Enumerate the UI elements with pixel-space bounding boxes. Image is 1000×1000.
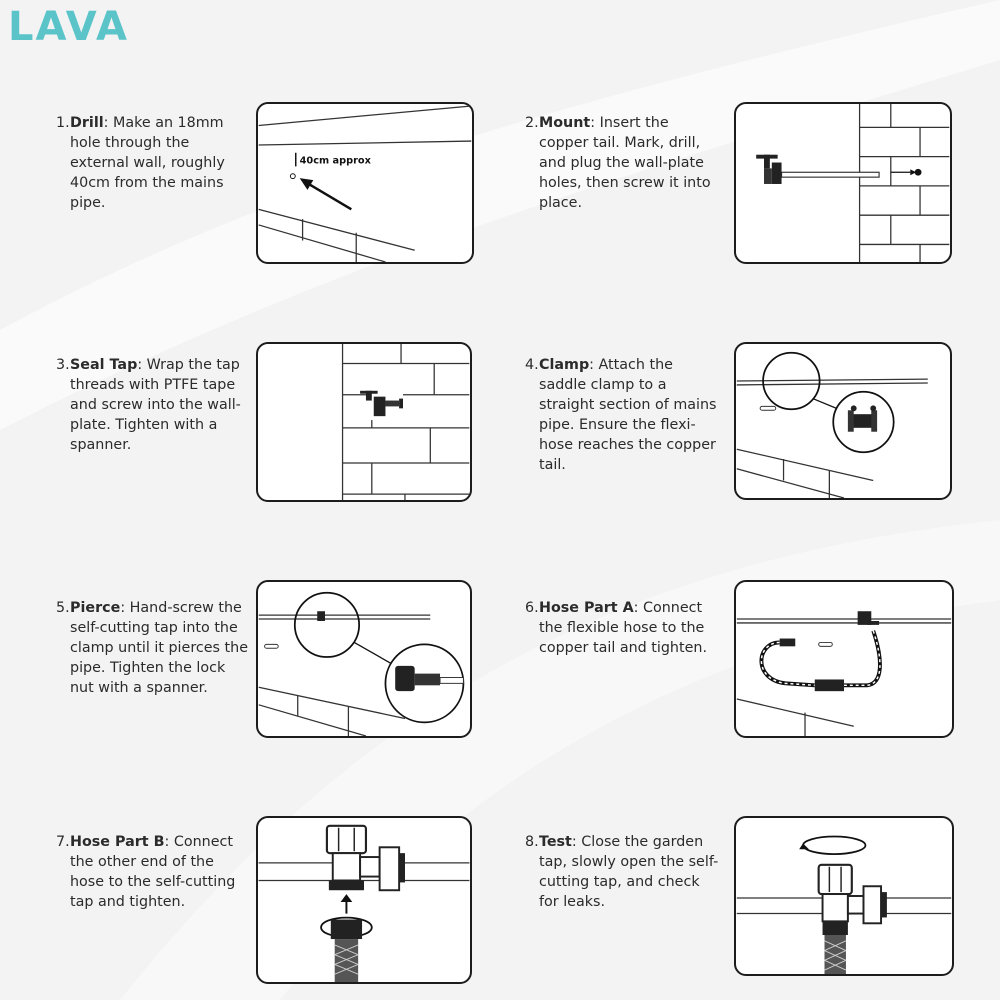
step-6-number: 6.	[525, 600, 539, 616]
step-1-text	[56, 113, 250, 213]
step-3-title: Seal Tap	[70, 357, 138, 373]
step-4-title: Clamp	[539, 357, 590, 373]
step-2-number: 2.	[525, 115, 539, 131]
step-5-number: 5.	[56, 600, 70, 616]
step-7-description: : Connect the other end of the hose to the self-cutting tap and tighten.	[70, 834, 236, 910]
step-3-number: 3.	[56, 357, 70, 373]
step-2-text	[525, 113, 719, 213]
step-1-measure-label: 40cm approx	[299, 155, 371, 167]
step-6-text	[525, 598, 719, 658]
step-2-illustration	[734, 102, 952, 264]
step-8-description: : Close the garden tap, slowly open the self-cutting tap, and check for leaks.	[539, 834, 719, 910]
step-3-illustration	[256, 342, 472, 502]
step-3-description: : Wrap the tap threads with PTFE tape and screw into the wall-plate. Tighten with a spanner.	[70, 357, 241, 453]
step-1-illustration	[256, 102, 474, 264]
step-6-title: Hose Part A	[539, 600, 634, 616]
step-2-title: Mount	[539, 115, 591, 131]
step-6-description: : Connect the flexible hose to the copper tail and tighten.	[539, 600, 707, 656]
step-5-text	[56, 598, 250, 698]
step-7-number: 7.	[56, 834, 70, 850]
step-5-description: : Hand-screw the self-cutting tap into the clamp until it pierces the pipe. Tighten the lock nut with a spanner.	[70, 600, 248, 696]
step-4-description: : Attach the saddle clamp to a straight section of mains pipe. Ensure the flexi-hose reaches the copper tail.	[539, 357, 717, 473]
step-4-illustration	[734, 342, 952, 500]
step-3-text	[56, 355, 250, 455]
step-5-title: Pierce	[70, 600, 121, 616]
step-7-illustration	[256, 816, 472, 984]
step-6-illustration	[734, 580, 954, 738]
step-7-title: Hose Part B	[70, 834, 165, 850]
step-7-text	[56, 832, 250, 912]
step-4-text	[525, 355, 719, 475]
step-8-illustration	[734, 816, 954, 976]
step-5-illustration	[256, 580, 472, 738]
step-2-description: : Insert the copper tail. Mark, drill, and plug the wall-plate holes, then screw it into place.	[539, 115, 711, 211]
step-8-title: Test	[539, 834, 572, 850]
step-1-title: Drill	[70, 115, 104, 131]
step-1-description: : Make an 18mm hole through the external wall, roughly 40cm from the mains pipe.	[70, 115, 225, 211]
step-8-text	[525, 832, 719, 912]
step-1-number: 1.	[56, 115, 70, 131]
step-8-number: 8.	[525, 834, 539, 850]
brand-logo: LAVA	[8, 4, 129, 50]
step-4-number: 4.	[525, 357, 539, 373]
